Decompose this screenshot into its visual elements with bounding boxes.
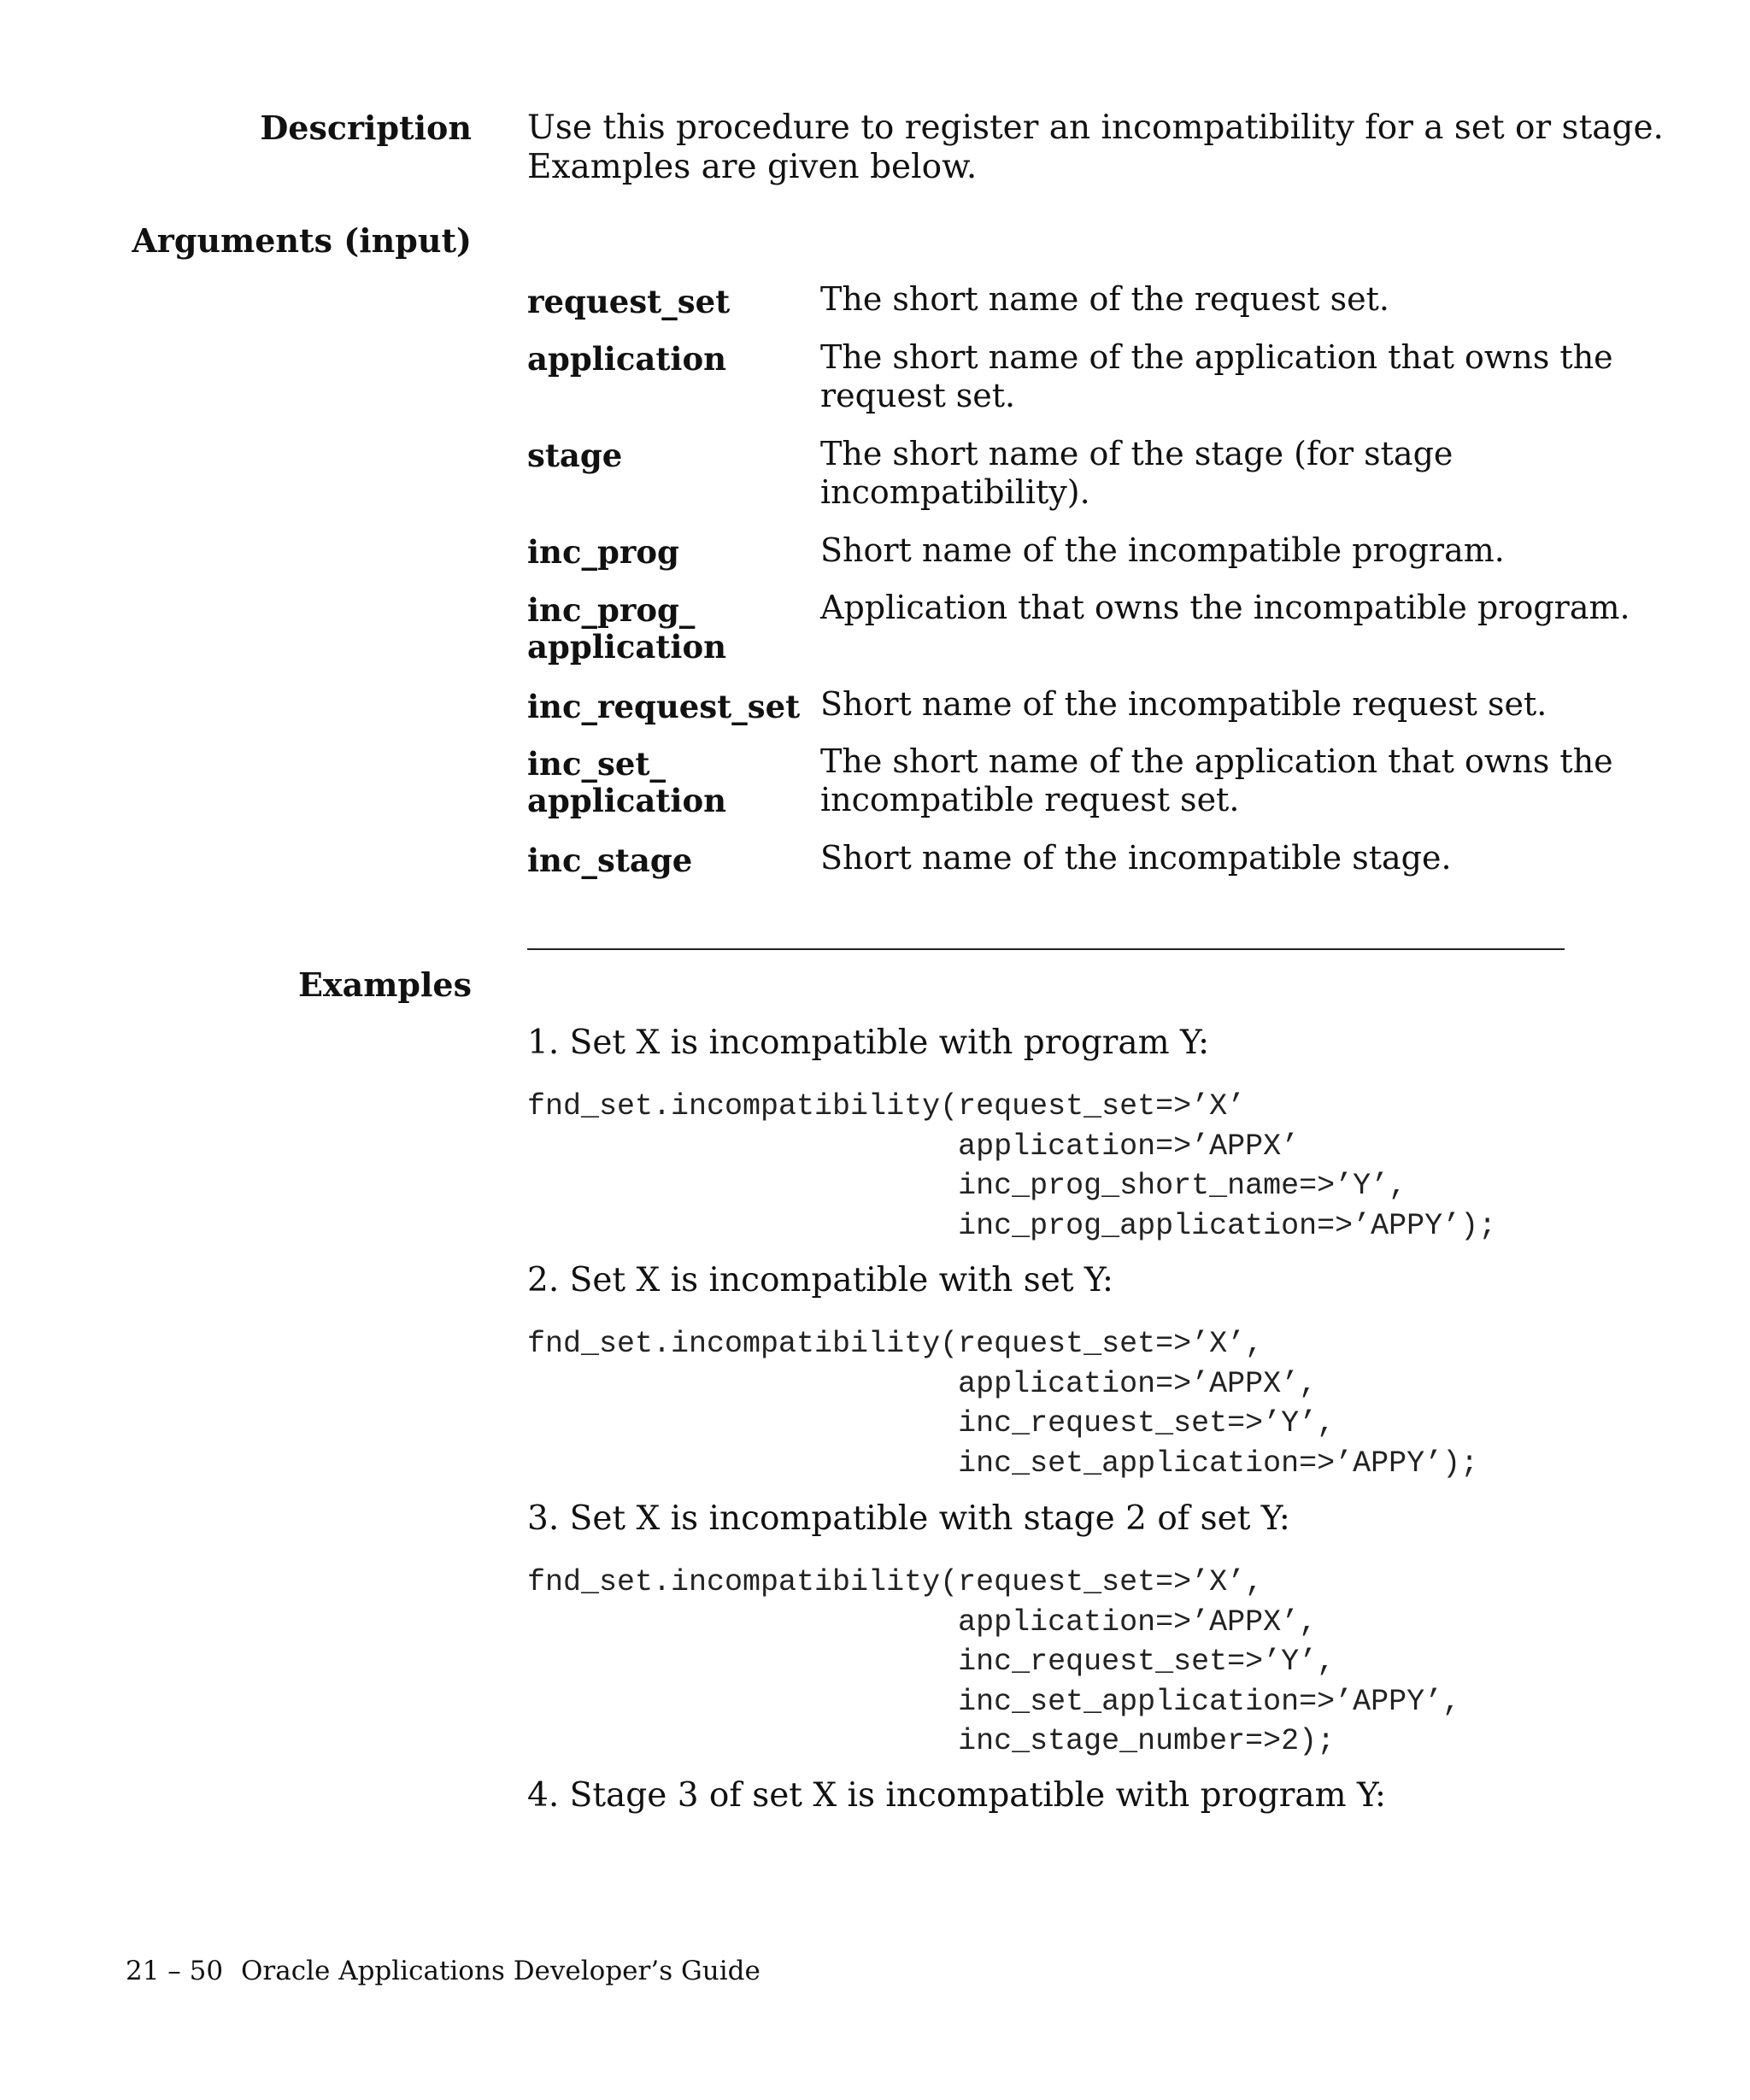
argument-name-cont: application [527, 782, 727, 819]
argument-name: inc_prog [527, 533, 679, 571]
argument-description: Short name of the incompatible stage. [820, 839, 1452, 877]
argument-description: Application that owns the incompatible program. [820, 589, 1630, 626]
section-divider [527, 948, 1565, 950]
example-code: fnd_set.incompatibility(request_set=>’X’ application=>’APPX’ inc_prog_short_name=>’Y’, inc_prog_application=>’APPY’); [527, 1089, 1497, 1243]
argument-name: application [527, 340, 727, 378]
description-heading: Description [260, 109, 472, 147]
example-title: 3. Set X is incompatible with stage 2 of set Y: [527, 1499, 1290, 1538]
page-number: 21 – 50 [126, 1956, 224, 1986]
argument-name: request_set [527, 283, 731, 320]
example-code: fnd_set.incompatibility(request_set=>’X’, application=>’APPX’, inc_request_set=>’Y’, inc_set_application=>’APPY’, inc_stage_number=>2); [527, 1565, 1461, 1758]
argument-name: inc_set_ [527, 745, 666, 783]
argument-description: Short name of the incompatible program. [820, 531, 1505, 569]
example-title: 1. Set X is incompatible with program Y: [527, 1024, 1210, 1062]
example-title: 4. Stage 3 of set X is incompatible with program Y: [527, 1776, 1387, 1815]
argument-description-cont: incompatible request set. [820, 781, 1240, 818]
argument-description: The short name of the stage (for stage [820, 435, 1453, 472]
argument-name: inc_prog_ [527, 591, 696, 629]
argument-description-cont: request set. [820, 377, 1016, 414]
description-line-1: Use this procedure to register an incompatibility for a set or stage. [527, 109, 1664, 147]
examples-heading: Examples [297, 965, 472, 1004]
argument-description: The short name of the application that owns the [820, 338, 1613, 376]
example-code: fnd_set.incompatibility(request_set=>’X’, application=>’APPX’, inc_request_set=>’Y’, inc_set_application=>’APPY’); [527, 1327, 1479, 1481]
example-title: 2. Set X is incompatible with set Y: [527, 1261, 1113, 1299]
argument-name: inc_stage [527, 842, 693, 879]
book-title: Oracle Applications Developer’s Guide [241, 1956, 760, 1986]
argument-description-cont: incompatibility). [820, 473, 1090, 511]
page-footer [126, 1955, 760, 1987]
argument-description: The short name of the application that owns the [820, 742, 1613, 780]
argument-description: Short name of the incompatible request set. [820, 685, 1547, 723]
argument-name-cont: application [527, 628, 727, 666]
argument-name: inc_request_set [527, 688, 801, 725]
arguments-heading: Arguments (input) [132, 221, 472, 260]
argument-description: The short name of the request set. [820, 280, 1389, 318]
argument-name: stage [527, 437, 623, 474]
description-line-2: Examples are given below. [527, 148, 978, 186]
